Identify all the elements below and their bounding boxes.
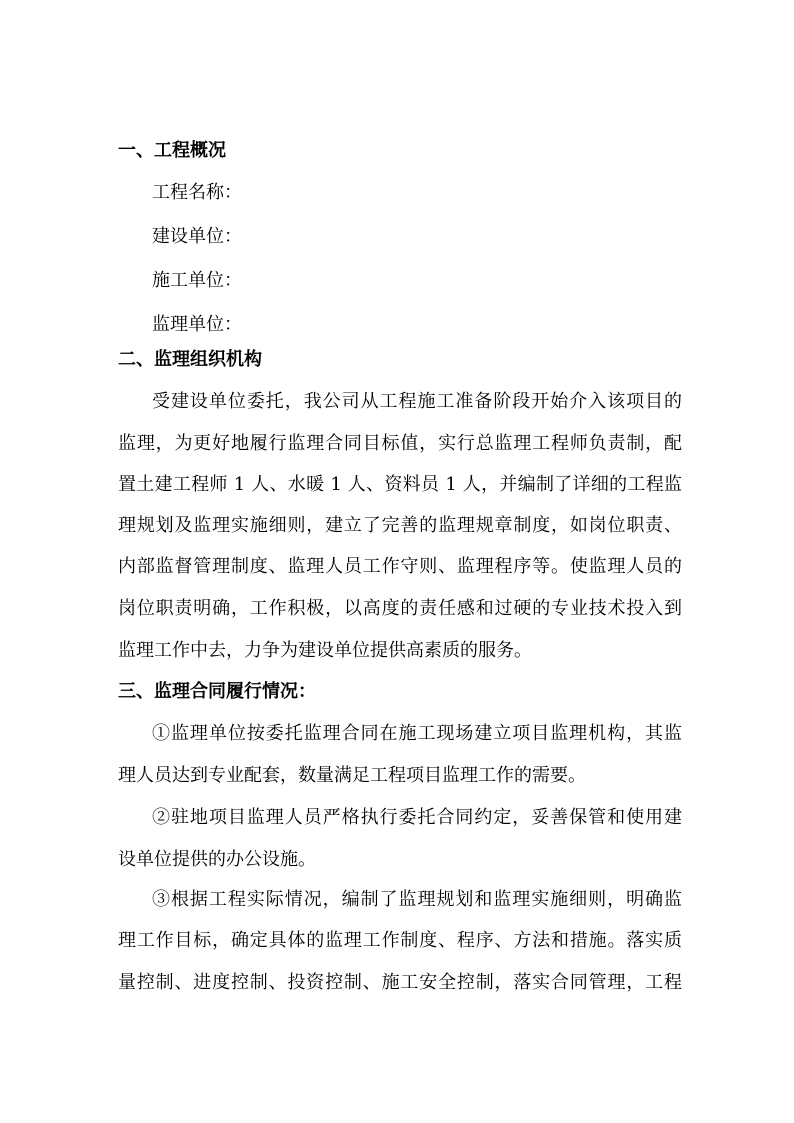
section-3-line: ②驻地项目监理人员严格执行委托合同约定，妥善保管和使用建	[152, 807, 682, 828]
construction-unit-field: 建设单位：	[152, 226, 242, 247]
section-2-line: 监理工作中去，力争为建设单位提供高素质的服务。	[118, 640, 532, 661]
section-3-line: 设单位提供的办公设施。	[118, 849, 316, 870]
contractor-unit-field: 施工单位：	[152, 270, 242, 291]
section-2-line: 受建设单位委托，我公司从工程施工准备阶段开始介入该项目的	[152, 391, 682, 412]
section-3-line: 量控制、进度控制、投资控制、施工安全控制，落实合同管理，工程	[118, 972, 682, 993]
section-3-line: ③根据工程实际情况，编制了监理规划和监理实施细则，明确监	[152, 889, 682, 910]
section-2-line: 监理，为更好地履行监理合同目标值，实行总监理工程师负责制，配	[118, 433, 682, 454]
section-3-line: ①监理单位按委托监理合同在施工现场建立项目监理机构，其监	[152, 723, 682, 744]
section-3-line: 理人员达到专业配套，数量满足工程项目监理工作的需要。	[118, 765, 586, 786]
section-2-line: 内部监督管理制度、监理人员工作守则、监理程序等。使监理人员的	[118, 556, 682, 577]
section-1-heading: 一、工程概况	[118, 140, 226, 161]
section-2-line: 置土建工程师 1 人、水暖 1 人、资料员 1 人，并编制了详细的工程监	[118, 474, 682, 495]
section-2-heading: 二、监理组织机构	[118, 349, 262, 370]
section-2-line: 岗位职责明确，工作积极，以高度的责任感和过硬的专业技术投入到	[118, 598, 682, 619]
section-3-line: 理工作目标，确定具体的监理工作制度、程序、方法和措施。落实质	[118, 930, 682, 951]
supervision-unit-field: 监理单位：	[152, 314, 242, 335]
section-3-heading: 三、监理合同履行情况：	[118, 681, 316, 702]
section-2-line: 理规划及监理实施细则，建立了完善的监理规章制度，如岗位职责、	[118, 515, 682, 536]
project-name-field: 工程名称：	[152, 182, 242, 203]
